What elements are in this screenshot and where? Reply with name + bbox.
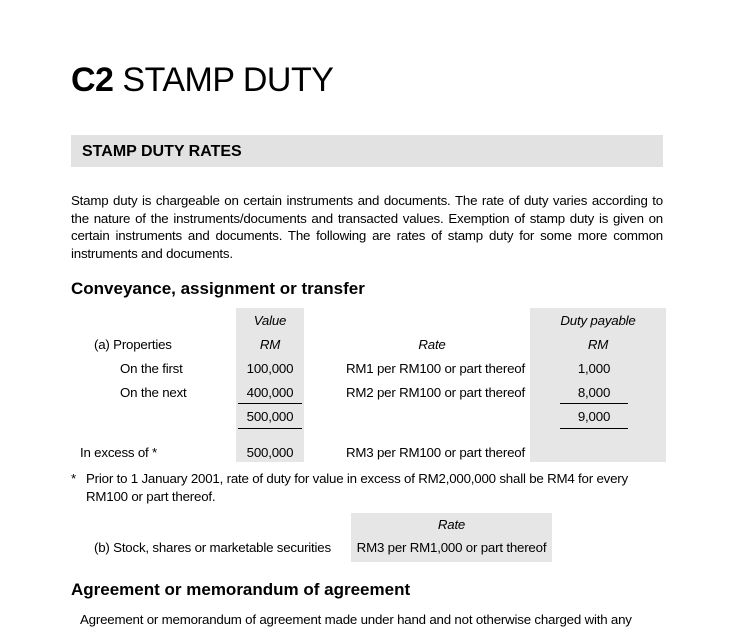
duty-header: Duty payable bbox=[560, 313, 636, 328]
row-value: 100,000 bbox=[246, 361, 294, 376]
properties-label: (a) Properties bbox=[94, 337, 172, 352]
stock-rate: RM3 per RM1,000 or part thereof bbox=[356, 540, 547, 555]
title-text: STAMP DUTY bbox=[122, 61, 334, 99]
rate-header: Rate bbox=[418, 337, 446, 352]
footnote-mark: * bbox=[71, 471, 76, 486]
row-rate: RM1 per RM100 or part thereof bbox=[346, 361, 525, 376]
row-duty: 1,000 bbox=[577, 361, 611, 376]
excess-value: 500,000 bbox=[246, 445, 294, 460]
row-duty: 8,000 bbox=[577, 385, 611, 400]
row-label: On the next bbox=[120, 385, 187, 400]
duty-unit: RM bbox=[587, 337, 609, 352]
value-total-rule bbox=[238, 428, 302, 429]
value-subtotal-rule bbox=[238, 403, 302, 404]
title-code: C2 bbox=[71, 61, 114, 99]
value-unit: RM bbox=[259, 337, 281, 352]
total-duty: 9,000 bbox=[577, 409, 611, 424]
section-title: STAMP DUTY RATES bbox=[82, 143, 242, 160]
intro-paragraph: Stamp duty is chargeable on certain instruments and documents. The rate of duty varies according to the nature of the instruments/documents and transacted values. Exemption of stamp duty is given on certain instruments and documents. The following are rates of stamp duty for some more common instruments and documents. bbox=[71, 193, 663, 261]
row-label: On the first bbox=[120, 361, 183, 376]
total-value: 500,000 bbox=[246, 409, 294, 424]
page-title bbox=[71, 58, 333, 102]
row-value: 400,000 bbox=[246, 385, 294, 400]
stock-rate-header: Rate bbox=[437, 517, 466, 532]
duty-subtotal-rule bbox=[560, 403, 628, 404]
excess-rate: RM3 per RM100 or part thereof bbox=[346, 445, 525, 460]
footnote-text: Prior to 1 January 2001, rate of duty for value in excess of RM2,000,000 shall be RM4 for every RM100 or part thereof. bbox=[86, 471, 628, 504]
excess-label: In excess of * bbox=[80, 445, 158, 460]
agreement-heading: Agreement or memorandum of agreement bbox=[71, 580, 411, 599]
stock-label: (b) Stock, shares or marketable securities bbox=[94, 540, 331, 555]
conveyance-heading: Conveyance, assignment or transfer bbox=[71, 279, 365, 298]
duty-total-rule bbox=[560, 428, 628, 429]
value-header: Value bbox=[253, 313, 287, 328]
row-rate: RM2 per RM100 or part thereof bbox=[346, 385, 525, 400]
agreement-text: Agreement or memorandum of agreement made under hand and not otherwise charged with any bbox=[80, 612, 632, 627]
